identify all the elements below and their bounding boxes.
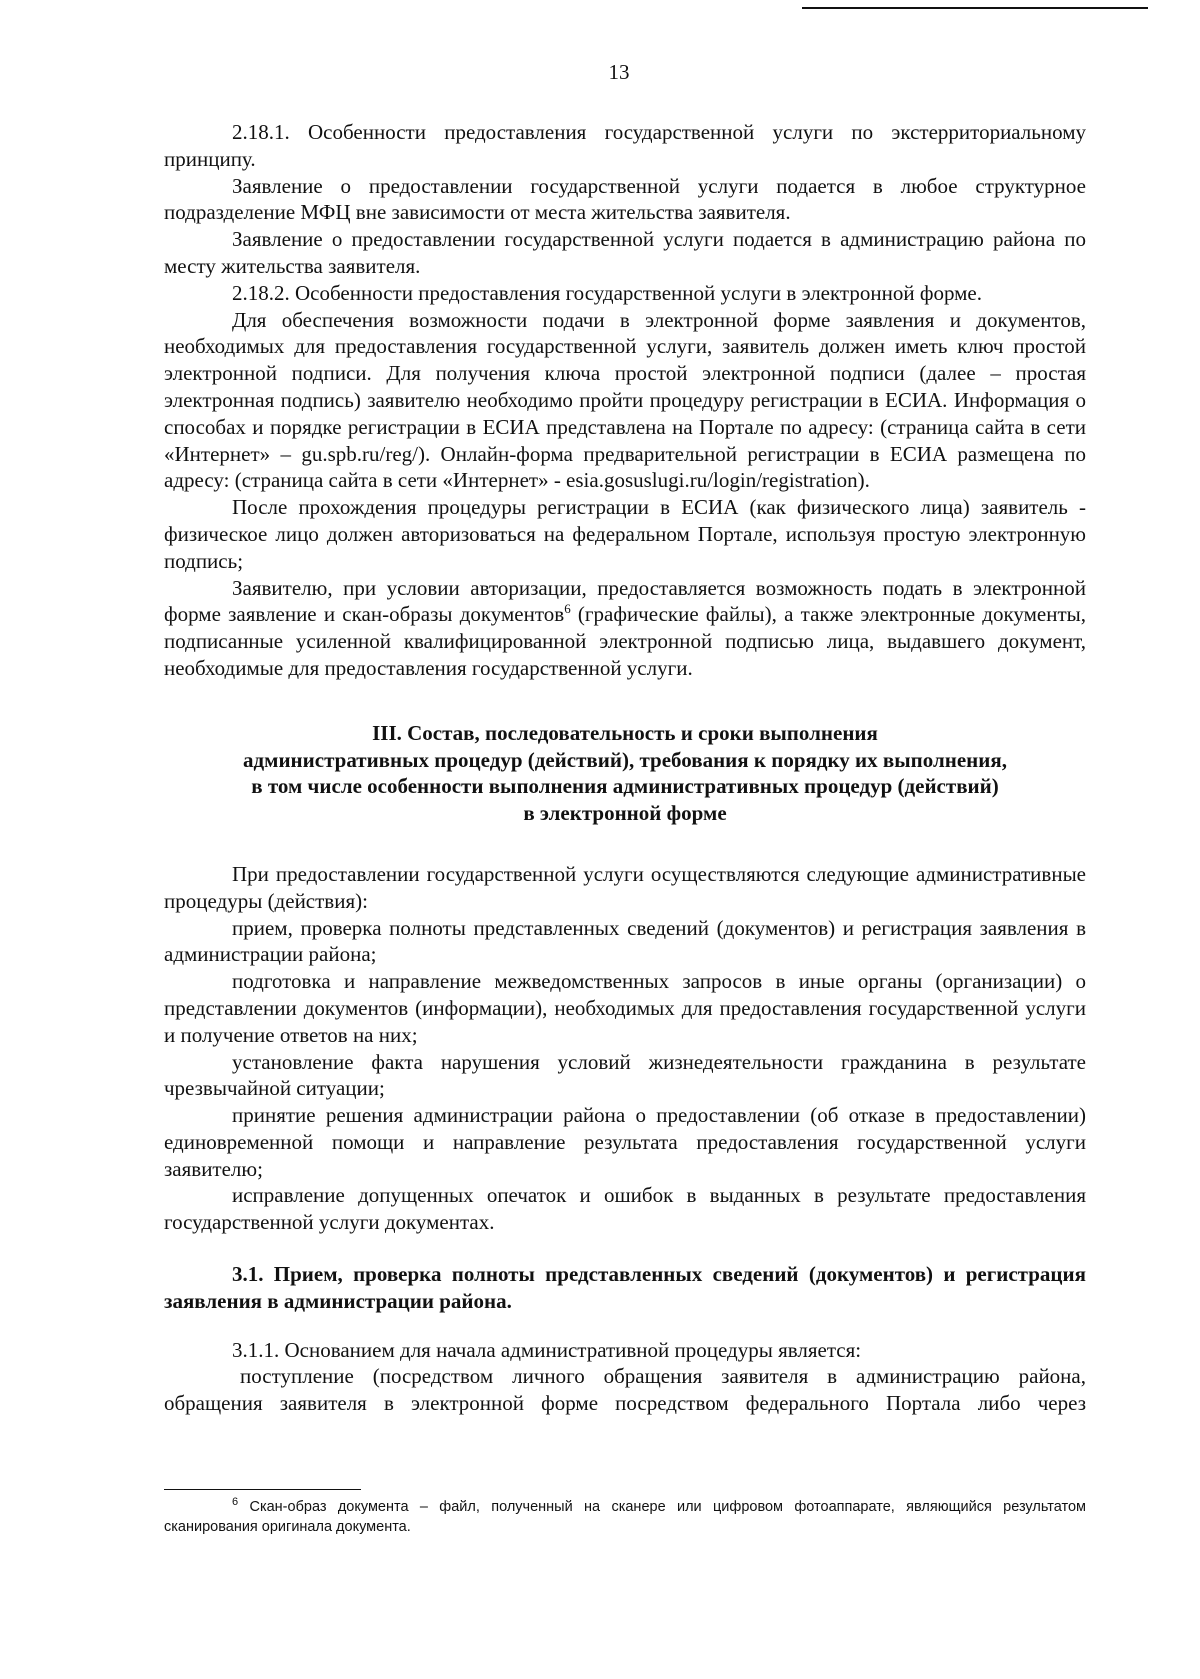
paragraph-3-1-1: 3.1.1. Основанием для начала административной процедуры является: xyxy=(232,1337,862,1362)
paragraph-procedure-reception: прием, проверка полноты представленных сведений (документов) и регистрация заявления в администрации района; xyxy=(164,915,1086,967)
section-heading-iii xyxy=(164,720,1086,827)
section-heading-line: административных процедур (действий), требования к порядку их выполнения, xyxy=(243,747,1007,772)
footnote-text: Скан-образ документа – файл, полученный на сканере или цифровом фотоаппарате, являющийся результатом сканирования оригинала документа. xyxy=(164,1499,1086,1535)
paragraph-procedure-corrections: исправление допущенных опечаток и ошибок в выданных в результате предоставления государственной услуги документах. xyxy=(164,1183,1086,1235)
top-rule xyxy=(802,7,1148,9)
document-body xyxy=(164,119,1086,1417)
paragraph-portal-authorization: После прохождения процедуры регистрации в ЕСИА (как физического лица) заявитель - физическое лицо должен авторизоваться на федеральном Портале, используя простую электронную подпись; xyxy=(164,495,1086,573)
paragraph-admin-submission: Заявление о предоставлении государственной услуги подается в администрацию района по месту жительства заявителя. xyxy=(164,227,1086,278)
paragraph-text: (графические файлы), а также электронные документы, подписанные усиленной квалифицированной электронной подписью лица, выдавшего документ, необходимые для предоставления государственной услуги. xyxy=(164,602,1086,680)
paragraph-mfc-submission: Заявление о предоставлении государственной услуги подается в любое структурное подразделение МФЦ вне зависимости от места жительства заявителя. xyxy=(164,173,1086,225)
paragraph-receipt: поступление (посредством личного обращения заявителя в администрацию района, обращения заявителя в электронной форме посредством федерального Портала либо через xyxy=(164,1364,1086,1416)
paragraph-procedure-decision: принятие решения администрации района о предоставлении (об отказе в предоставлении) единовременной помощи и направление результата предоставления государственной услуги заявителю; xyxy=(164,1103,1086,1181)
paragraph-esia-registration: Для обеспечения возможности подачи в электронной форме заявления и документов, необходимых для предоставления государственной услуги, заявитель должен иметь ключ простой электронной подписи. Для получения ключа простой электронной подписи (далее – простая электронная подпись) заявителю необходимо пройти процедуру регистрации в ЕСИА. Информация о способах и порядке регистрации в ЕСИА представлена на Портале по адресу: (страница сайта в сети «Интернет» – gu.spb.ru/reg/). Онлайн-форма предварительной регистрации в ЕСИА размещена по адресу: (страница сайта в сети «Интернет» - esia.gosuslugi.ru/login/registration). xyxy=(164,307,1086,493)
paragraph-electronic-documents xyxy=(164,575,1086,682)
paragraph-2-18-1: 2.18.1. Особенности предоставления государственной услуги по экстерриториальному принципу. xyxy=(164,120,1086,171)
footnote-reference: 6 xyxy=(564,601,571,617)
paragraph-procedures-intro: При предоставлении государственной услуги осуществляются следующие административные процедуры (действия): xyxy=(164,861,1086,913)
section-heading-line: в том числе особенности выполнения административных процедур (действий) xyxy=(251,774,999,799)
footnote-6 xyxy=(164,1497,1086,1537)
section-heading-line: в электронной форме xyxy=(523,801,727,826)
page-number: 13 xyxy=(608,60,630,84)
paragraph-procedure-fact-establishment: установление факта нарушения условий жизнедеятельности гражданина в результате чрезвычайной ситуации; xyxy=(164,1049,1086,1101)
footnote-divider xyxy=(164,1489,361,1490)
section-heading-line: III. Состав, последовательность и сроки выполнения xyxy=(372,720,878,745)
paragraph-procedure-interagency-requests: подготовка и направление межведомственных запросов в иные органы (организации) о представлении документов (информации), необходимых для предоставления государственной услуги и получение ответов на них; xyxy=(164,969,1086,1047)
subsection-heading-3-1: 3.1. Прием, проверка полноты представленных сведений (документов) и регистрация заявления в администрации района. xyxy=(164,1262,1086,1313)
paragraph-text: Заявителю, при условии авторизации, предоставляется возможность подать в электронной форме заявление и скан-образы документов xyxy=(164,575,1086,627)
paragraph-2-18-2: 2.18.2. Особенности предоставления государственной услуги в электронной форме. xyxy=(232,280,982,305)
footnote-mark: 6 xyxy=(232,1496,239,1509)
